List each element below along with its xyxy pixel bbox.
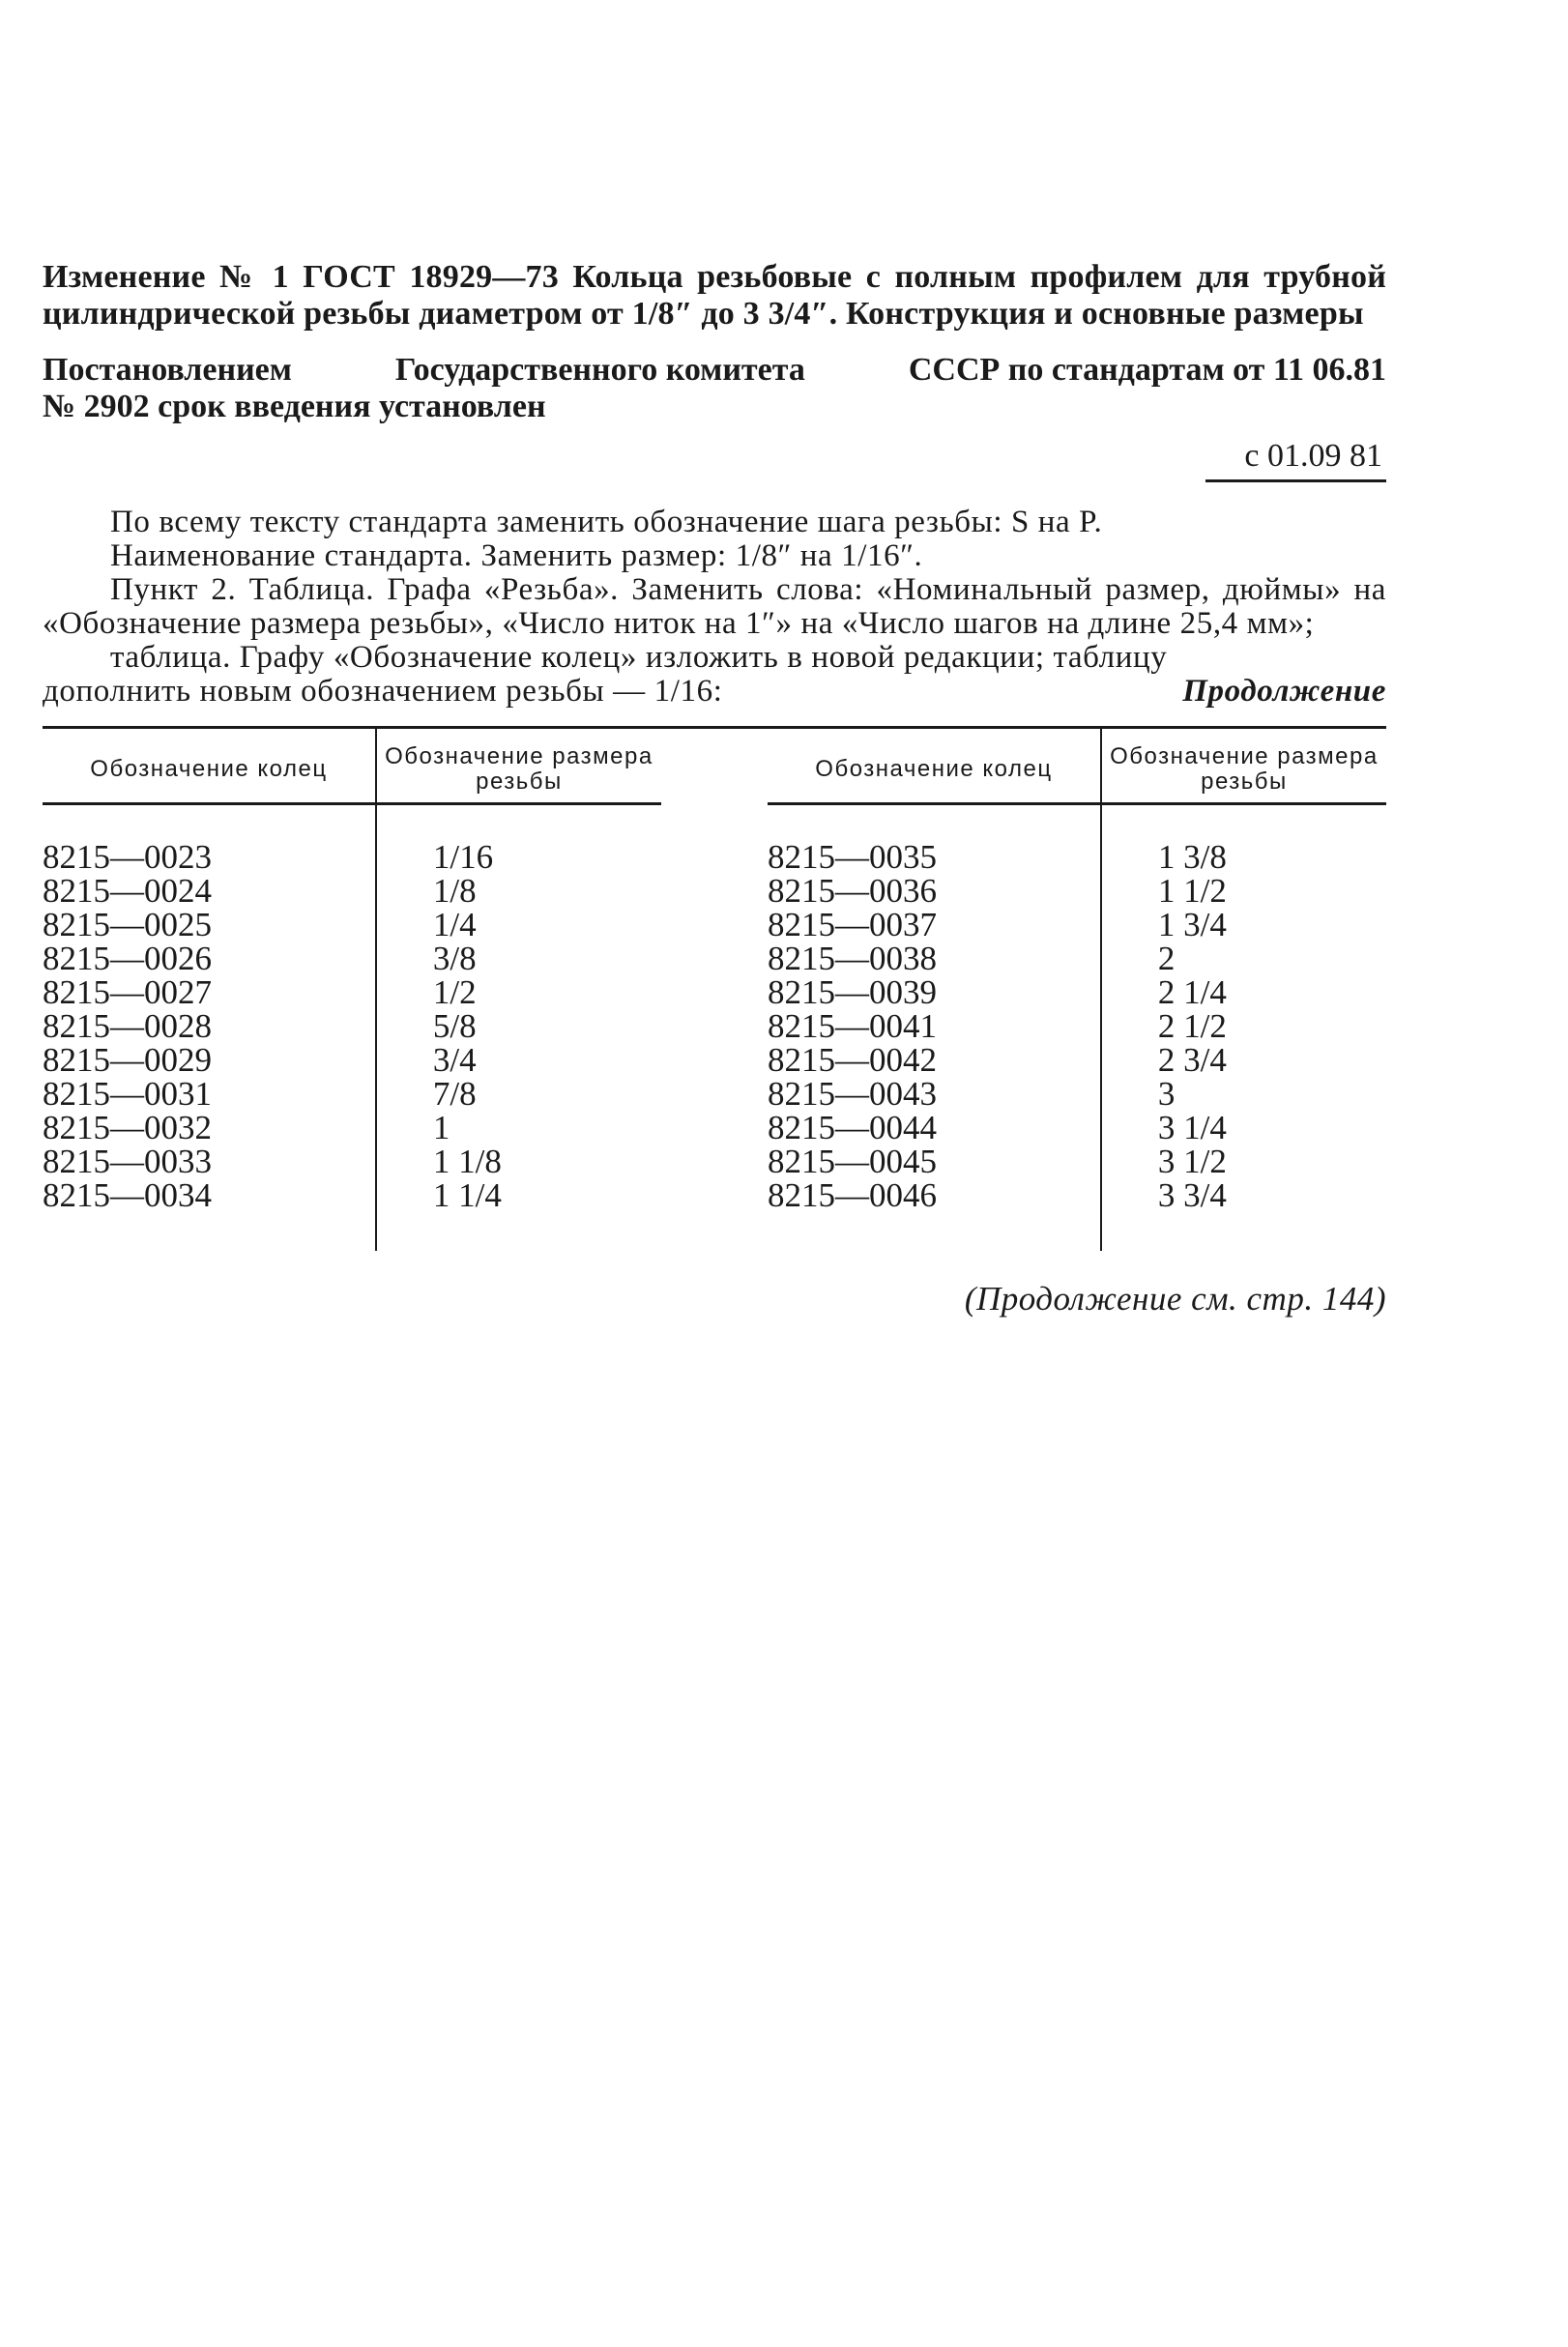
thread-size-cell: 1 bbox=[432, 1109, 450, 1146]
thread-size-cell: 3 1/4 bbox=[1157, 1109, 1227, 1146]
spacer-cell bbox=[1101, 804, 1386, 841]
ring-designation-cell: 8215—0046 bbox=[768, 1178, 1101, 1212]
table-row bbox=[43, 908, 661, 942]
table-row bbox=[768, 1043, 1386, 1077]
ring-designation-cell: 8215—0044 bbox=[768, 1111, 1101, 1145]
ring-designation-cell: 8215—0036 bbox=[768, 874, 1101, 908]
ring-designation-cell: 8215—0042 bbox=[768, 1043, 1101, 1077]
paragraph-4-tail bbox=[43, 675, 1386, 709]
effective-date bbox=[43, 437, 1386, 482]
paragraph-4-tail-text: дополнить новым обозначением резьбы — 1/16: bbox=[43, 674, 723, 709]
table-row bbox=[768, 1145, 1386, 1178]
ring-designation-cell: 8215—0045 bbox=[768, 1145, 1101, 1178]
thread-size-cell: 3 bbox=[1157, 1075, 1176, 1113]
paragraph-3: Пункт 2. Таблица. Графа «Резьба». Заменить слова: «Номинальный размер, дюймы» на «Обозначение размера резьбы», «Число ниток на 1″» на «Число шагов на длине 25,4 мм»; bbox=[43, 572, 1386, 641]
decree-word-3: СССР по стандартам от 11 06.81 bbox=[908, 352, 1386, 388]
table-row bbox=[43, 874, 661, 908]
decree-block bbox=[43, 352, 1386, 425]
thread-size-cell: 1/2 bbox=[432, 973, 477, 1011]
table-spacer-row bbox=[768, 804, 1386, 841]
table-row bbox=[768, 1178, 1386, 1212]
table-row bbox=[768, 840, 1386, 874]
ring-designation-cell: 8215—0039 bbox=[768, 975, 1101, 1009]
thread-size-cell: 2 1/2 bbox=[1157, 1007, 1227, 1045]
ring-designation-cell: 8215—0027 bbox=[43, 975, 376, 1009]
ring-designation-cell: 8215—0032 bbox=[43, 1111, 376, 1145]
table-row bbox=[768, 942, 1386, 975]
table-body-right bbox=[768, 804, 1386, 1252]
ring-designation-cell: 8215—0025 bbox=[43, 908, 376, 942]
designation-table-right bbox=[768, 729, 1386, 1251]
ring-designation-cell: 8215—0041 bbox=[768, 1009, 1101, 1043]
continuation-label: Продолжение bbox=[1182, 674, 1386, 709]
thread-size-cell: 1/4 bbox=[432, 906, 477, 943]
spacer-cell bbox=[43, 804, 376, 841]
ring-designation-cell: 8215—0037 bbox=[768, 908, 1101, 942]
paragraph-2: Наименование стандарта. Заменить размер: 1/8″ на 1/16″. bbox=[110, 538, 923, 573]
thread-size-cell: 3 3/4 bbox=[1157, 1176, 1227, 1214]
spacer-cell bbox=[376, 804, 661, 841]
table-spacer-row bbox=[43, 804, 661, 841]
decree-line-2: № 2902 срок введения установлен bbox=[43, 389, 546, 424]
thread-size-cell: 1 1/8 bbox=[432, 1143, 502, 1180]
decree-line-1 bbox=[43, 352, 1386, 389]
table-row bbox=[43, 942, 661, 975]
thread-size-cell: 2 1/4 bbox=[1157, 973, 1227, 1011]
thread-size-cell: 7/8 bbox=[432, 1075, 477, 1113]
table-tail-row bbox=[43, 1212, 661, 1251]
table-row bbox=[43, 975, 661, 1009]
table-body-left bbox=[43, 804, 661, 1252]
table-row bbox=[43, 1145, 661, 1178]
ring-designation-cell: 8215—0034 bbox=[43, 1178, 376, 1212]
ring-designation-cell: 8215—0031 bbox=[43, 1077, 376, 1111]
header-thread-size: Обозначение размера резьбы bbox=[1101, 729, 1386, 804]
tail-cell bbox=[1101, 1212, 1386, 1251]
thread-size-cell: 5/8 bbox=[432, 1007, 477, 1045]
thread-size-cell: 2 bbox=[1157, 940, 1176, 977]
ring-designation-cell: 8215—0029 bbox=[43, 1043, 376, 1077]
table-row bbox=[768, 874, 1386, 908]
decree-word-1: Постановлением bbox=[43, 352, 292, 388]
paragraph-1: По всему тексту стандарта заменить обозначение шага резьбы: S на P. bbox=[110, 505, 1103, 539]
table-row bbox=[768, 1077, 1386, 1111]
header-ring-designation: Обозначение колец bbox=[43, 729, 376, 804]
thread-size-cell: 1 3/4 bbox=[1157, 906, 1227, 943]
ring-designation-cell: 8215—0035 bbox=[768, 840, 1101, 874]
thread-size-cell: 3 1/2 bbox=[1157, 1143, 1227, 1180]
table-row bbox=[43, 1009, 661, 1043]
table-row bbox=[768, 975, 1386, 1009]
table-row bbox=[43, 840, 661, 874]
thread-size-cell: 1/8 bbox=[432, 872, 477, 910]
thread-size-cell: 3/8 bbox=[432, 940, 477, 977]
thread-size-cell: 3/4 bbox=[432, 1041, 477, 1079]
document-page bbox=[43, 259, 1386, 1318]
ring-designation-cell: 8215—0043 bbox=[768, 1077, 1101, 1111]
table-row bbox=[43, 1178, 661, 1212]
table-row bbox=[768, 908, 1386, 942]
table-tail-row bbox=[768, 1212, 1386, 1251]
ring-designation-cell: 8215—0033 bbox=[43, 1145, 376, 1178]
tail-cell bbox=[376, 1212, 661, 1251]
table-row bbox=[768, 1111, 1386, 1145]
thread-size-cell: 1/16 bbox=[432, 838, 494, 876]
continuation-note: (Продолжение см. стр. 144) bbox=[964, 1280, 1386, 1318]
amendment-title: Изменение № 1 ГОСТ 18929—73 Кольца резьбовые с полным профилем для трубной цилиндрической резьбы диаметром от 1/8″ до 3 3/4″. Конструкция и основные размеры bbox=[43, 259, 1386, 332]
tail-cell bbox=[43, 1212, 376, 1251]
thread-size-cell: 1 1/4 bbox=[432, 1176, 502, 1214]
ring-designation-cell: 8215—0028 bbox=[43, 1009, 376, 1043]
ring-designation-cell: 8215—0024 bbox=[43, 874, 376, 908]
table-row bbox=[768, 1009, 1386, 1043]
thread-size-cell: 1 3/8 bbox=[1157, 838, 1227, 876]
thread-size-cell: 2 3/4 bbox=[1157, 1041, 1227, 1079]
table-header-row bbox=[43, 729, 661, 804]
table-header-row bbox=[768, 729, 1386, 804]
decree-word-2: Государственного комитета bbox=[394, 352, 805, 388]
table-row bbox=[43, 1077, 661, 1111]
tail-cell bbox=[768, 1212, 1101, 1251]
ring-designation-cell: 8215—0026 bbox=[43, 942, 376, 975]
thread-size-cell: 1 1/2 bbox=[1157, 872, 1227, 910]
paragraph-4: таблица. Графу «Обозначение колец» изложить в новой редакции; таблицу bbox=[110, 640, 1168, 675]
header-ring-designation: Обозначение колец bbox=[768, 729, 1101, 804]
spacer-cell bbox=[768, 804, 1101, 841]
effective-date-value: с 01.09 81 bbox=[1205, 437, 1386, 482]
header-thread-size: Обозначение размера резьбы bbox=[376, 729, 661, 804]
designation-table-left bbox=[43, 729, 661, 1251]
table-row bbox=[43, 1043, 661, 1077]
designation-tables bbox=[43, 726, 1386, 1251]
ring-designation-cell: 8215—0023 bbox=[43, 840, 376, 874]
amendment-body bbox=[43, 506, 1386, 709]
ring-designation-cell: 8215—0038 bbox=[768, 942, 1101, 975]
table-row bbox=[43, 1111, 661, 1145]
